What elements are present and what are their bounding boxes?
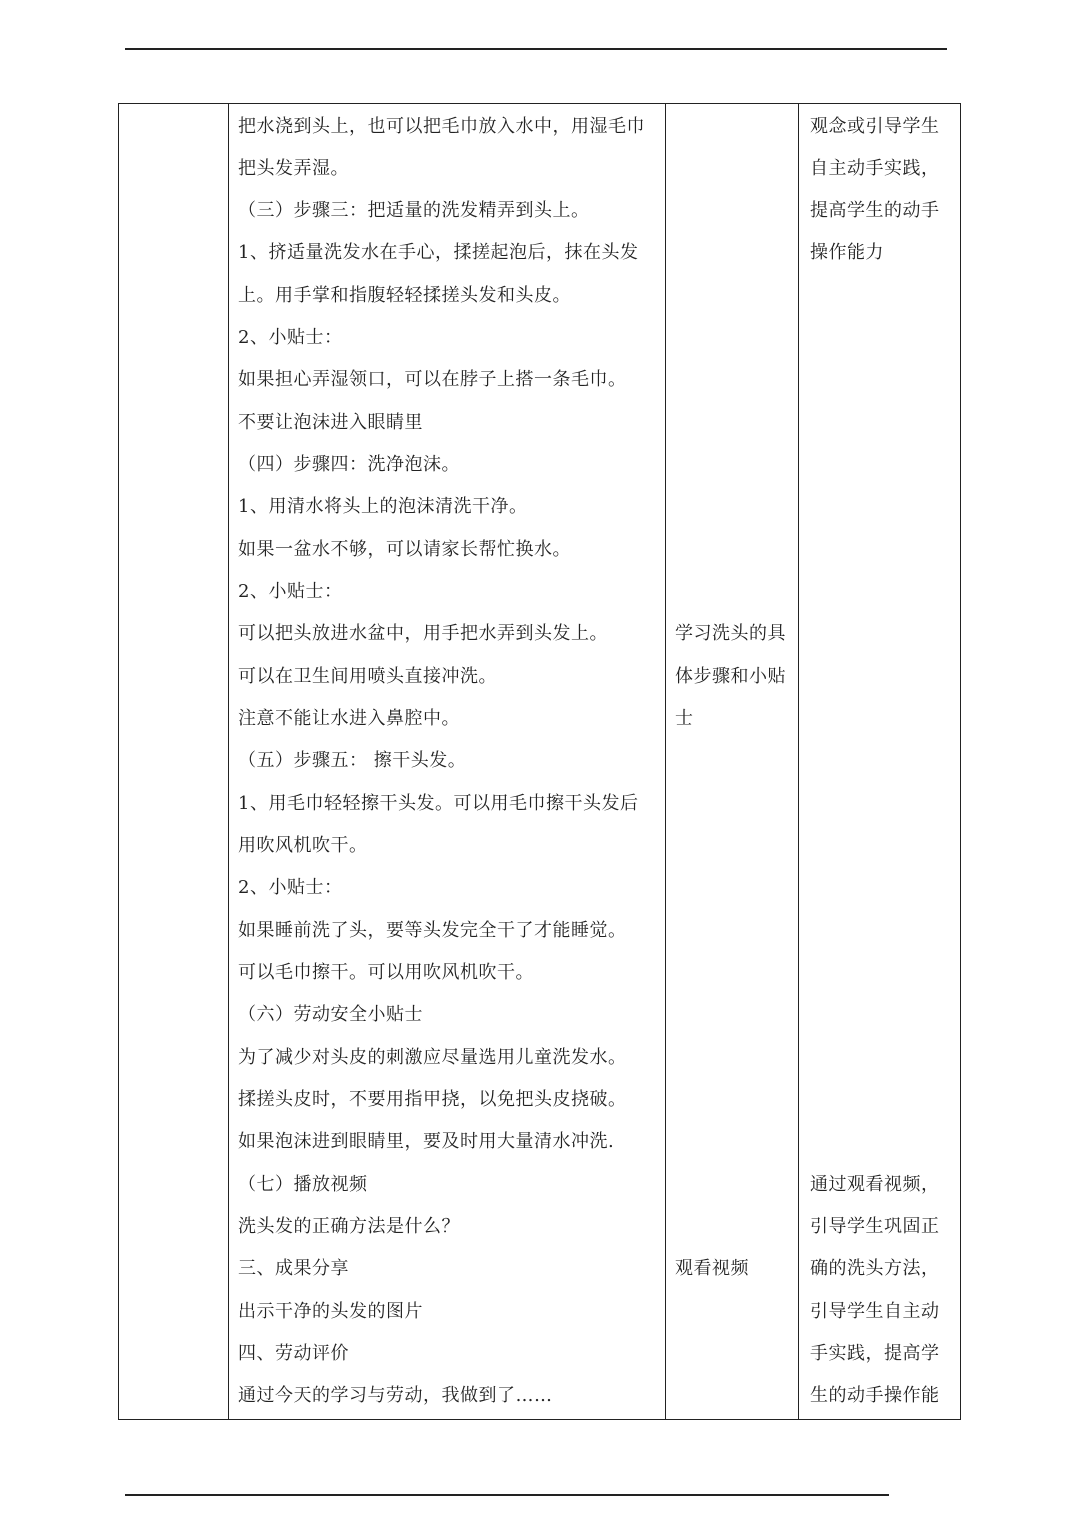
content-line: 如果泡沫进到眼睛里，要及时用大量清水冲洗.: [238, 1131, 615, 1152]
intent-line: 引导学生巩固正: [810, 1216, 940, 1237]
content-line: 2、小贴士：: [238, 877, 343, 898]
content-line: 如果睡前洗了头，要等头发完全干了才能睡觉。: [238, 920, 627, 941]
content-line: 为了减少对头皮的刺激应尽量选用儿童洗发水。: [238, 1047, 627, 1068]
column-divider: [665, 104, 666, 1419]
content-line: 可以在卫生间用喷头直接冲洗。: [238, 666, 497, 687]
content-line: 用吹风机吹干。: [238, 835, 368, 856]
content-line: 三、成果分享: [238, 1258, 349, 1279]
content-line: 注意不能让水进入鼻腔中。: [238, 708, 460, 729]
content-line: （六）劳动安全小贴士: [238, 1004, 423, 1025]
content-line: 2、小贴士：: [238, 581, 343, 602]
lesson-table: [118, 103, 961, 1420]
content-line: （四）步骤四：洗净泡沫。: [238, 454, 460, 475]
intent-line: 自主动手实践，: [810, 158, 940, 179]
content-line: 出示干净的头发的图片: [238, 1301, 423, 1322]
content-line: （五）步骤五： 擦干头发。: [238, 750, 467, 771]
content-line: 四、劳动评价: [238, 1343, 349, 1364]
content-line: 把头发弄湿。: [238, 158, 349, 179]
content-line: 通过今天的学习与劳动，我做到了……: [238, 1385, 553, 1406]
column-divider: [228, 104, 229, 1419]
intent-line: 观念或引导学生: [810, 116, 940, 137]
intent-line: 通过观看视频，: [810, 1174, 940, 1195]
content-line: 1、用毛巾轻轻擦干头发。可以用毛巾擦干头发后: [238, 793, 639, 814]
content-line: 可以把头放进水盆中，用手把水弄到头发上。: [238, 623, 608, 644]
footer-rule: [125, 1494, 889, 1496]
intent-line: 引导学生自主动: [810, 1301, 940, 1322]
intent-line: 提高学生的动手: [810, 200, 940, 221]
activity-line: 观看视频: [675, 1258, 749, 1279]
content-line: 上。用手掌和指腹轻轻揉搓头发和头皮。: [238, 285, 571, 306]
content-line: （七）播放视频: [238, 1174, 368, 1195]
content-line: 可以毛巾擦干。可以用吹风机吹干。: [238, 962, 534, 983]
intent-line: 确的洗头方法，: [810, 1258, 940, 1279]
column-divider: [798, 104, 799, 1419]
content-line: （三）步骤三：把适量的洗发精弄到头上。: [238, 200, 590, 221]
activity-line: 学习洗头的具: [675, 623, 786, 644]
content-line: 洗头发的正确方法是什么？: [238, 1216, 460, 1237]
activity-line: 体步骤和小贴: [675, 666, 786, 687]
content-line: 如果一盆水不够，可以请家长帮忙换水。: [238, 539, 571, 560]
content-line: 揉搓头皮时，不要用指甲挠，以免把头皮挠破。: [238, 1089, 627, 1110]
activity-line: 士: [675, 708, 694, 729]
intent-line: 操作能力: [810, 242, 884, 263]
content-line: 如果担心弄湿领口，可以在脖子上搭一条毛巾。: [238, 369, 627, 390]
intent-line: 手实践，提高学: [810, 1343, 940, 1364]
content-line: 把水浇到头上，也可以把毛巾放入水中，用湿毛巾: [238, 116, 645, 137]
header-rule: [125, 48, 947, 50]
content-line: 1、用清水将头上的泡沫清洗干净。: [238, 496, 528, 517]
content-line: 不要让泡沫进入眼睛里: [238, 412, 423, 433]
content-line: 2、小贴士：: [238, 327, 343, 348]
intent-line: 生的动手操作能: [810, 1385, 940, 1406]
content-line: 1、挤适量洗发水在手心，揉搓起泡后，抹在头发: [238, 242, 639, 263]
